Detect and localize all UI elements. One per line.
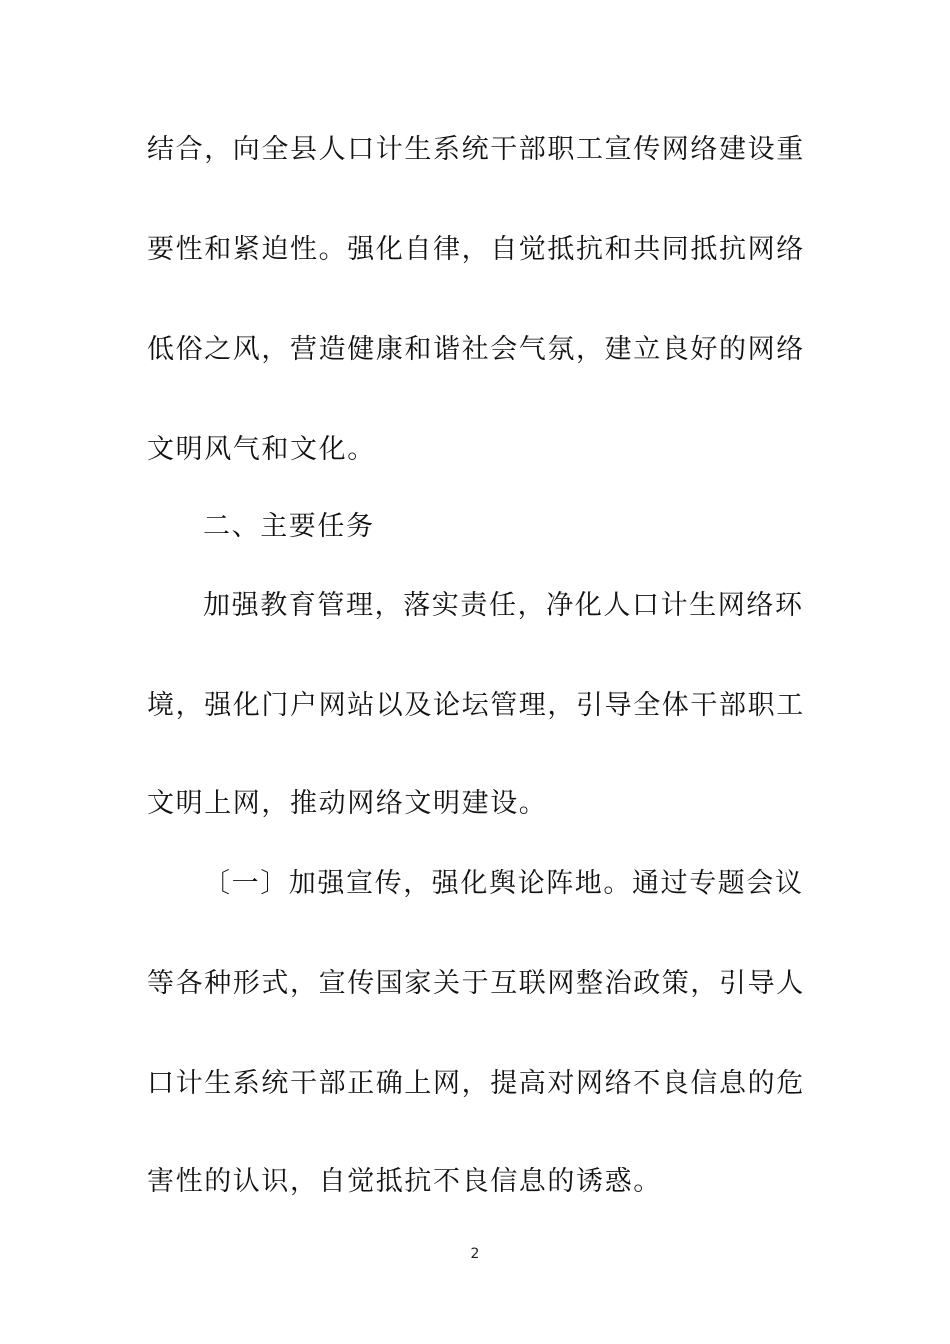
paragraph-line: 文明风气和文化。 <box>147 434 376 465</box>
paragraph-line: 文明上网，推动网络文明建设。 <box>147 788 548 819</box>
paragraph-line: 低俗之风，营造健康和谐社会气氛，建立良好的网络 <box>147 334 805 365</box>
paragraph-line: 等各种形式，宣传国家关于互联网整治政策，引导人 <box>147 968 805 999</box>
paragraph-line: 要性和紧迫性。强化自律，自觉抵抗和共同抵抗网络 <box>147 234 805 265</box>
paragraph-line: 害性的认识，自觉抵抗不良信息的诱惑。 <box>147 1166 662 1197</box>
paragraph-line: 结合，向全县人口计生系统干部职工宣传网络建设重 <box>147 134 805 165</box>
paragraph-line: 口计生系统干部正确上网，提高对网络不良信息的危 <box>147 1068 805 1099</box>
page-number: 2 <box>470 1246 480 1262</box>
paragraph-line: 〔一〕加强宣传，强化舆论阵地。通过专题会议 <box>203 868 804 899</box>
paragraph-line: 加强教育管理，落实责任，净化人口计生网络环 <box>203 590 804 621</box>
paragraph-line: 境，强化门户网站以及论坛管理，引导全体干部职工 <box>147 690 805 721</box>
section-heading: 二、主要任务 <box>203 511 375 542</box>
